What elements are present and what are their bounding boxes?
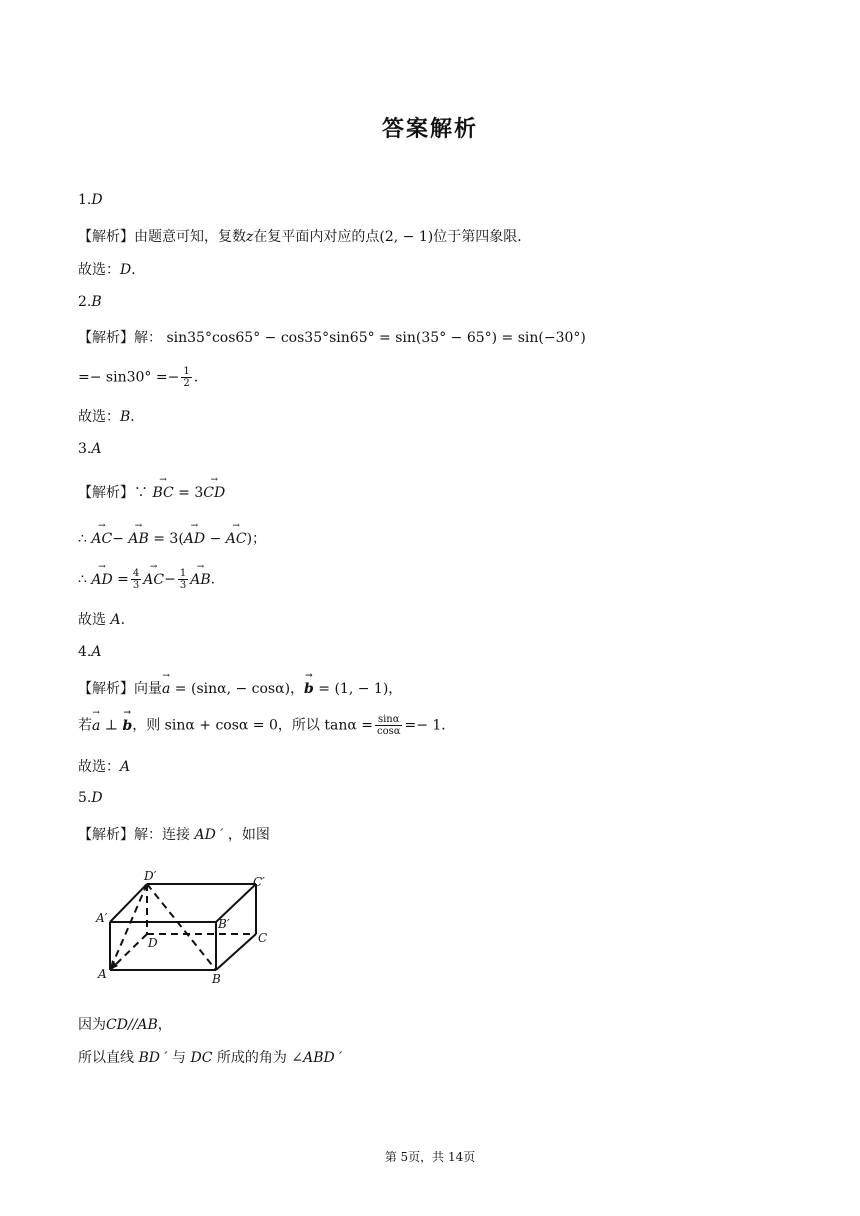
q1-text-b: 在复平面内对应的点 xyxy=(253,229,380,245)
choose-answer: A xyxy=(120,759,131,775)
q5-so: 所以直线 xyxy=(78,1050,139,1066)
label-c-prime: C′ xyxy=(253,875,265,889)
q3-analysis xyxy=(78,482,225,502)
label-b: B xyxy=(212,972,221,986)
choose-text: 故选： xyxy=(78,409,120,425)
q2-analysis-text: 解： sin35°cos65° − cos35°sin65° = sin(35° − 65°) = sin(−30°) xyxy=(134,330,586,346)
q4-line2-a: 若 xyxy=(78,717,92,734)
segment-bd-prime xyxy=(147,884,216,970)
q5-because-end: ， xyxy=(157,1017,172,1033)
q5-number: 5. xyxy=(78,790,92,806)
choose-end: ． xyxy=(130,409,145,425)
q1-text-c: 位于第四象限． xyxy=(433,229,532,245)
q3-minus1: − xyxy=(112,531,129,547)
frac-den: 2 xyxy=(183,378,190,389)
q3-eq2: = 3( xyxy=(148,531,184,547)
choose-answer: D xyxy=(120,262,132,278)
because-symbol: ∵ xyxy=(134,485,153,501)
q5-analysis-text: 解：连接 xyxy=(134,827,195,843)
frac-num: 1 xyxy=(179,568,187,579)
q4-line2 xyxy=(78,714,455,737)
q3-minus3: − xyxy=(164,571,176,588)
q5-answer-letter: D xyxy=(91,790,103,806)
vector-cd: → CD xyxy=(203,485,225,501)
page-title: 答案解析 xyxy=(381,117,478,142)
analysis-tag: 【解析】 xyxy=(78,681,134,697)
vector-ad-2: → AD xyxy=(91,572,112,588)
label-a-prime: A′ xyxy=(96,911,108,925)
edge-ap-dp xyxy=(110,884,147,922)
q3-line2 xyxy=(78,528,266,548)
therefore-symbol: ∴ xyxy=(78,571,92,588)
choose-answer: A xyxy=(110,612,121,628)
q3-choose xyxy=(78,609,135,629)
therefore-symbol: ∴ xyxy=(78,531,92,547)
q3-end3: . xyxy=(210,571,216,588)
q4-line2-c: =− 1． xyxy=(404,717,456,734)
perp-symbol: ⊥ xyxy=(100,717,123,734)
q1-choose xyxy=(78,259,145,279)
q4-answer-letter: A xyxy=(91,644,102,660)
q4-text-a: 向量 xyxy=(134,681,162,697)
q3-answer xyxy=(78,441,101,457)
q2-analysis xyxy=(78,327,586,347)
label-d: D xyxy=(148,936,158,950)
edge-b-c xyxy=(216,934,256,970)
vector-bc: → BC xyxy=(152,485,173,501)
choose-end: ． xyxy=(131,262,146,278)
q1-text-a: 由题意可知，复数 xyxy=(134,229,246,245)
q3-fraction-1 xyxy=(131,568,141,591)
page-footer: 第 5页，共 14页 xyxy=(384,1150,476,1164)
q2-fraction xyxy=(181,366,191,389)
q5-angle: ∠ABD ′ xyxy=(291,1050,343,1066)
q2-answer-letter: B xyxy=(91,294,102,310)
analysis-tag: 【解析】 xyxy=(78,827,134,843)
frac-den: 3 xyxy=(179,580,187,591)
frac-num: 4 xyxy=(132,568,140,579)
vector-b-2: → b xyxy=(122,718,132,734)
q2-number: 2. xyxy=(78,294,92,310)
q5-so-mid: 与 xyxy=(167,1050,191,1066)
q2-line2-a: =− sin30° =− xyxy=(78,369,180,386)
segment-ad-prime xyxy=(110,884,147,970)
q5-seg-ad: AD ′ xyxy=(194,827,224,843)
q5-line-so xyxy=(78,1047,342,1067)
analysis-tag: 【解析】 xyxy=(78,229,134,245)
vector-ac-3: → AC xyxy=(143,572,164,588)
frac-num: sinα xyxy=(375,714,403,726)
vector-b: → b xyxy=(304,681,314,697)
choose-text: 故选： xyxy=(78,262,120,278)
label-d-prime: D′ xyxy=(144,869,157,883)
vector-a: → a xyxy=(162,681,170,697)
q5-parallel: CD//AB xyxy=(106,1017,158,1033)
q1-point: (2, − 1) xyxy=(379,229,434,245)
q3-end2: )； xyxy=(246,531,267,547)
q5-because: 因为 xyxy=(78,1017,106,1033)
q3-fraction-2 xyxy=(178,568,188,591)
q3-eq3: = xyxy=(112,571,129,588)
q5-so-end: 所成的角为 xyxy=(212,1050,292,1066)
analysis-tag: 【解析】 xyxy=(78,485,134,501)
vector-ac-2: → AC xyxy=(226,531,247,547)
frac-num: 1 xyxy=(183,366,190,377)
q1-z: z xyxy=(246,229,254,245)
q4-text-c: = (1, − 1)， xyxy=(313,681,403,697)
q4-line2-b: ，则 sinα + cosα = 0，所以 tanα = xyxy=(132,717,373,734)
q4-choose xyxy=(78,756,130,776)
vector-a-2: → a xyxy=(92,718,100,734)
q5-analysis-end: ，如图 xyxy=(223,827,270,843)
q1-answer-letter: D xyxy=(91,192,103,208)
q1-answer xyxy=(78,192,103,208)
q3-eq1: = 3 xyxy=(173,485,204,501)
vector-ac: → AC xyxy=(91,531,112,547)
analysis-tag: 【解析】 xyxy=(78,330,134,346)
label-b-prime: B′ xyxy=(218,917,230,931)
q4-analysis xyxy=(78,678,402,698)
q1-number: 1. xyxy=(78,192,92,208)
vector-ab-3: → AB xyxy=(190,572,210,588)
q2-line2-b: ． xyxy=(193,369,208,386)
label-c: C xyxy=(258,931,268,945)
q4-number: 4. xyxy=(78,644,92,660)
vector-ad: → AD xyxy=(184,531,205,547)
q5-line-because xyxy=(78,1014,172,1034)
q4-fraction xyxy=(375,714,403,737)
q2-choose xyxy=(78,406,144,426)
frac-den: cosα xyxy=(376,726,401,737)
q5-answer xyxy=(78,790,103,806)
q2-analysis-line2 xyxy=(78,366,208,389)
vector-ab: → AB xyxy=(128,531,148,547)
q5-analysis xyxy=(78,824,270,844)
q4-text-b: = (sinα, − cosα)， xyxy=(170,681,305,697)
q3-number: 3. xyxy=(78,441,92,457)
q2-answer xyxy=(78,294,102,310)
choose-text: 故选： xyxy=(78,759,120,775)
choose-end: ． xyxy=(120,612,135,628)
q3-answer-letter: A xyxy=(91,441,102,457)
frac-den: 3 xyxy=(132,580,140,591)
label-a: A xyxy=(98,967,107,981)
q5-seg-dc: DC xyxy=(190,1050,213,1066)
cuboid-figure xyxy=(92,868,272,988)
q5-seg-bd: BD ′ xyxy=(138,1050,168,1066)
choose-answer: B xyxy=(120,409,131,425)
q1-analysis xyxy=(78,226,531,246)
q3-line3 xyxy=(78,568,215,591)
q4-answer xyxy=(78,644,101,660)
q3-minus2: − xyxy=(205,531,226,547)
choose-text: 故选 xyxy=(78,612,111,628)
